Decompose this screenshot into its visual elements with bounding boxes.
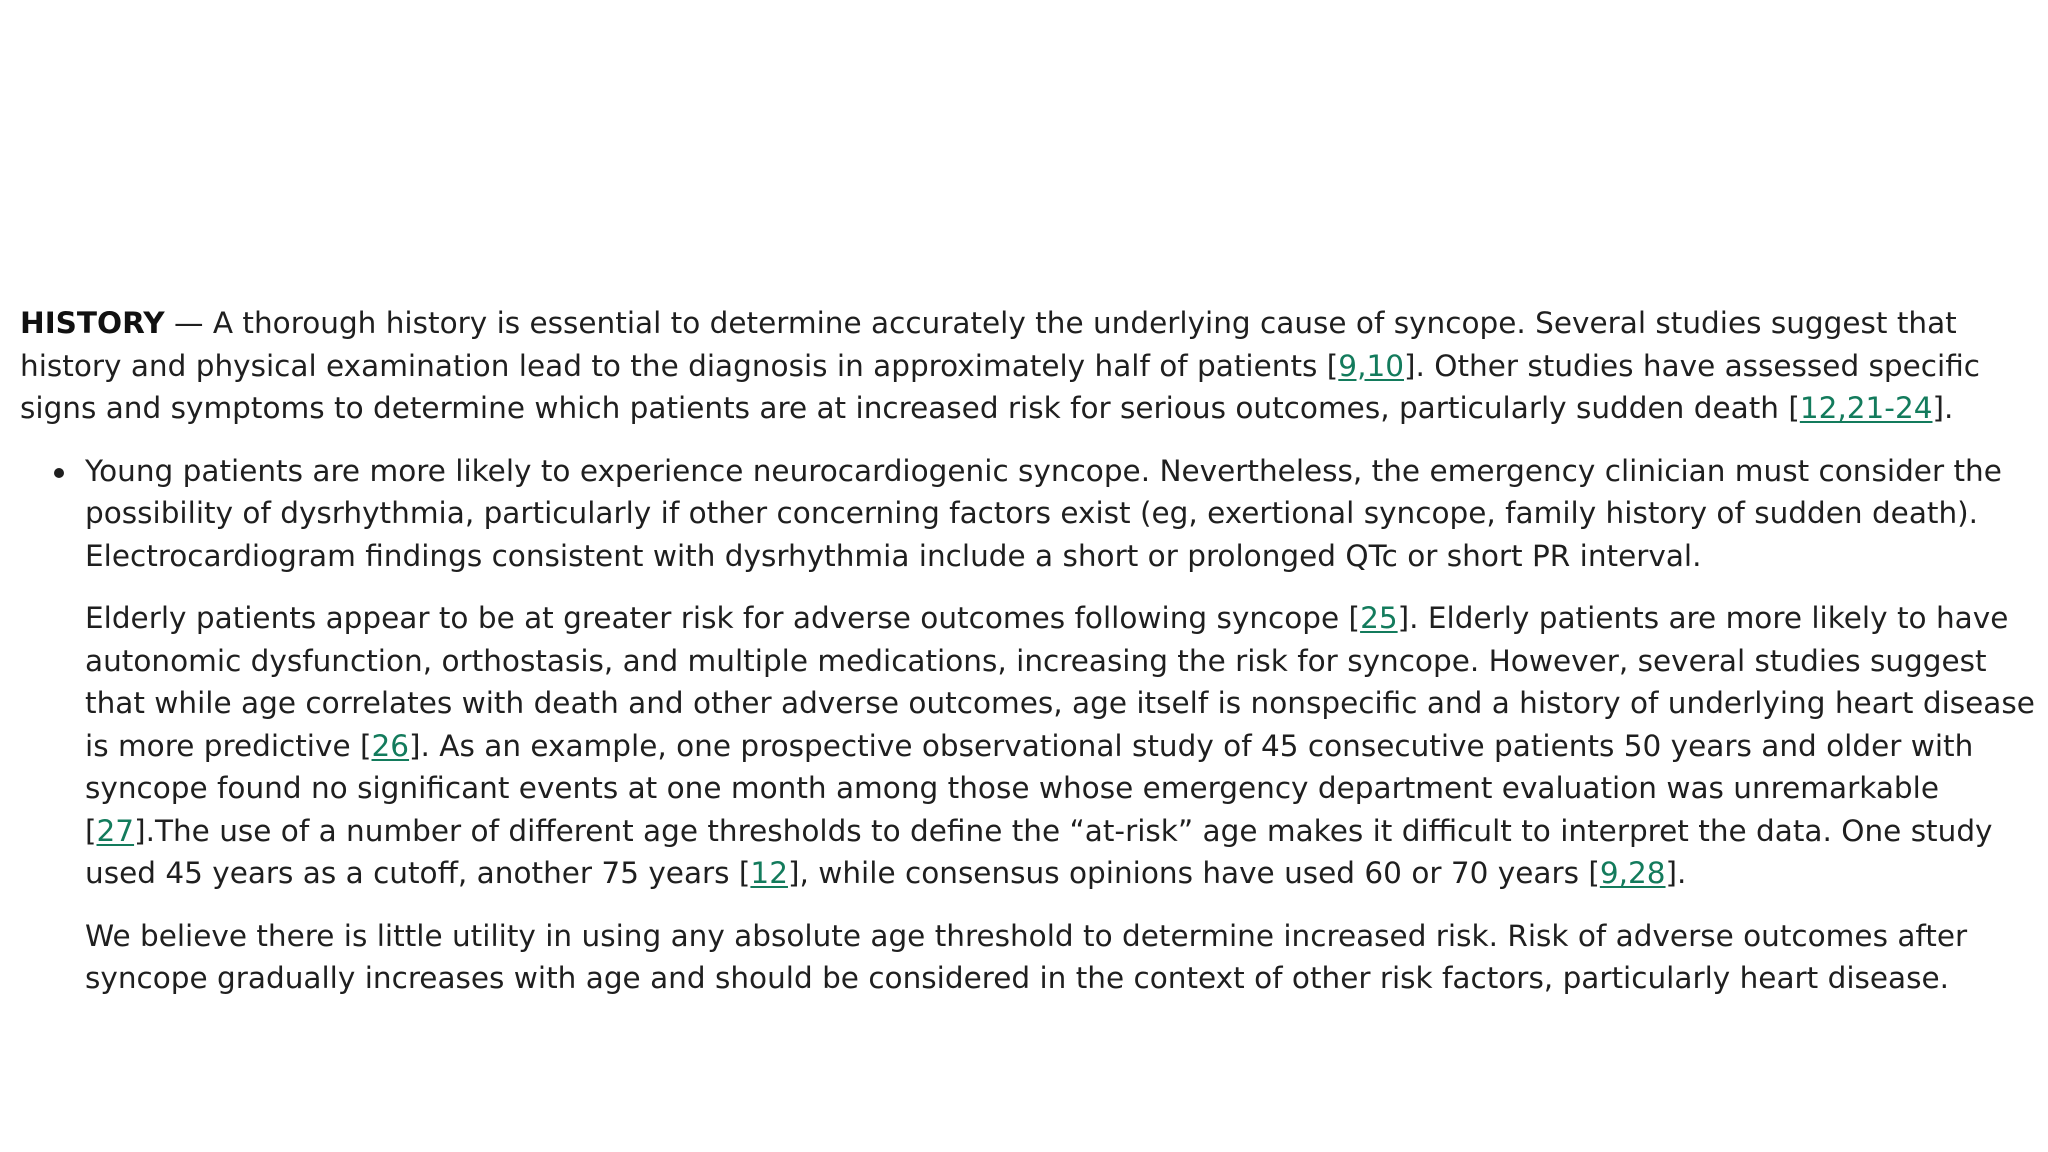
elderly-text-4: ].The use of a number of different age thresholds to define the “at-risk” age makes it difficult to interpret the data. One study used 45 years as a cutoff, another 75 years [ — [85, 813, 1993, 890]
section-heading: HISTORY — [20, 306, 165, 340]
reference-link-12-21-24[interactable]: 12,21-24 — [1799, 391, 1933, 425]
intro-text-3: ]. — [1932, 391, 1954, 425]
elderly-text-3: ]. As an example, one prospective observational study of 45 consecutive patients 50 years and older with syncope found no significant events at one month among those whose emergency department evaluation was unremarkable [ — [85, 728, 1974, 848]
elderly-text-6: ]. — [1665, 856, 1687, 890]
intro-text-1: A thorough history is essential to determine accurately the underlying cause of syncope. Several studies suggest that history and physical examination lead to the diagnosis in approximately half of patients [ — [20, 306, 1957, 383]
elderly-patients-paragraph — [85, 597, 2040, 895]
list-item-age — [20, 450, 2040, 1000]
reference-link-9-10[interactable]: 9,10 — [1338, 348, 1404, 383]
bullet-icon — [54, 468, 64, 478]
reference-link-27[interactable]: 27 — [96, 813, 135, 848]
elderly-text-2: ]. Elderly patients are more likely to have autonomic dysfunction, orthostasis, and multiple medications, increasing the risk for syncope. However, several studies suggest that while age correlates with death and other adverse outcomes, age itself is nonspecific and a history of underlying heart disease is more predictive [ — [85, 601, 2035, 763]
reference-link-25[interactable]: 25 — [1360, 601, 1398, 635]
elderly-text-1: Elderly patients appear to be at greater risk for adverse outcomes following syncope [ — [85, 601, 1361, 635]
article-section — [20, 302, 2040, 1000]
age-threshold-paragraph: We believe there is little utility in using any absolute age threshold to determine increased risk. Risk of adverse outcomes after syncope gradually increases with age and should be considered in the context of other risk factors, particularly heart disease. — [85, 918, 1968, 995]
heading-dash: — — [164, 306, 213, 340]
elderly-text-5: ], while consensus opinions have used 60 or 70 years [ — [787, 856, 1600, 890]
reference-link-26[interactable]: 26 — [371, 728, 410, 763]
bullet-list — [20, 450, 2040, 1000]
intro-text-2: ]. Other studies have assessed specific signs and symptoms to determine which patients are at increased risk for serious outcomes, particularly sudden death [ — [20, 348, 1981, 425]
history-paragraph — [20, 302, 2040, 430]
reference-link-12[interactable]: 12 — [750, 856, 788, 890]
reference-link-9-28[interactable]: 9,28 — [1599, 856, 1666, 890]
young-patients-paragraph: Young patients are more likely to experience neurocardiogenic syncope. Nevertheless, the emergency clinician must consider the possibility of dysrhythmia, particularly if other concerning factors exist (eg, exertional syncope, family history of sudden death). Electrocardiogram findings consistent with dysrhythmia include a short or prolonged QTc or short PR interval. — [85, 453, 2002, 573]
